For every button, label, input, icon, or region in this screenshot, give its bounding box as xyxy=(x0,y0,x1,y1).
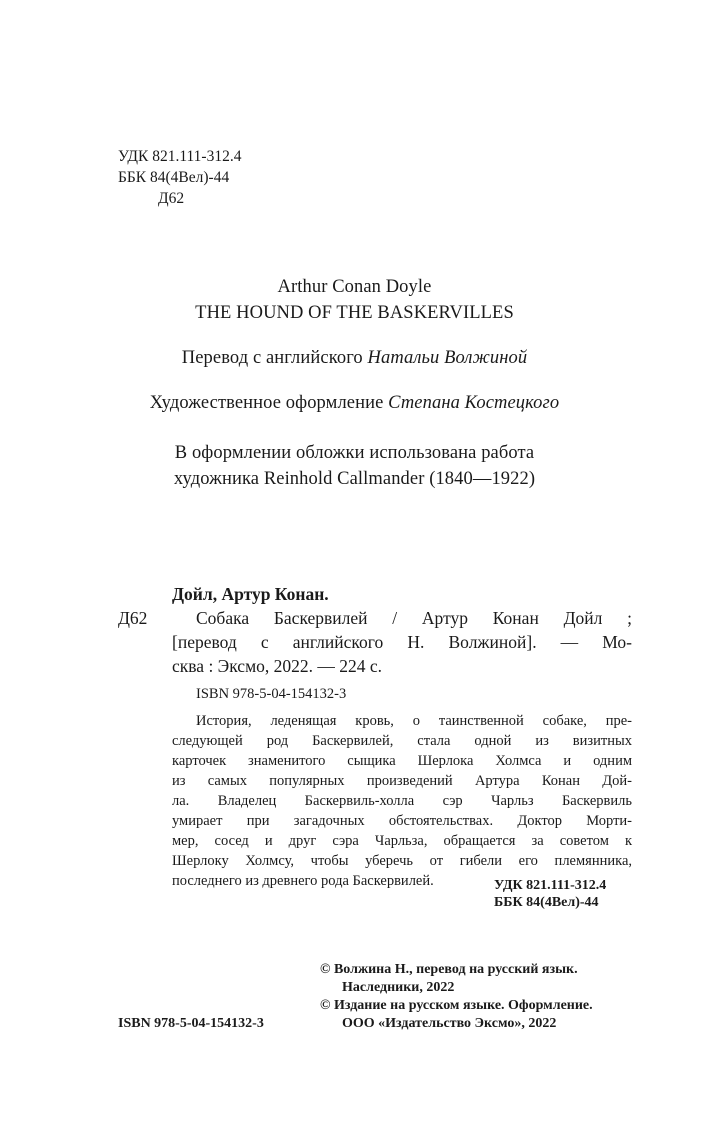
record-line2: [перевод с английского Н. Волжиной]. — Мо- xyxy=(172,632,632,652)
original-title: THE HOUND OF THE BASKERVILLES xyxy=(195,303,514,323)
annotation-line: ла. Владелец Баскервиль-холла сэр Чарльз Баскервиль xyxy=(172,793,632,809)
record-isbn: ISBN 978-5-04-154132-3 xyxy=(196,686,347,702)
record-mark: Д62 xyxy=(118,608,148,628)
translation-credit xyxy=(0,345,709,371)
author-mark: Д62 xyxy=(158,190,185,207)
annotation-line: умирает при загадочных обстоятельствах. Доктор Морти- xyxy=(172,813,632,829)
annotation-line: Шерлоку Холмсу, чтобы уберечь от гибели его племянника, xyxy=(172,853,632,869)
copyright-line3: © Издание на русском языке. Оформление. xyxy=(320,998,593,1013)
annotation-line: карточек знаменитого сыщика Шерлока Холмса и одним xyxy=(172,753,632,769)
annotation-line: из самых популярных произведений Артура Конан Дой- xyxy=(172,773,632,789)
copyright-line4: ООО «Издательство Эксмо», 2022 xyxy=(342,1016,557,1031)
original-author: Arthur Conan Doyle xyxy=(277,277,432,297)
bbk-code: ББК 84(4Вел)-44 xyxy=(118,169,230,186)
copyright-line2: Наследники, 2022 xyxy=(342,980,455,995)
annotation-bbk: ББК 84(4Вел)-44 xyxy=(494,895,599,910)
annotation-line: История, леденящая кровь, о таинственной собаке, пре- xyxy=(196,713,632,729)
designer-name: Степана Костецкого xyxy=(388,393,560,413)
design-prefix: Художественное оформление xyxy=(149,393,384,413)
translation-prefix: Перевод с английского xyxy=(181,348,363,368)
annotation-line: мер, сосед и друг сэра Чарльза, обращается за советом к xyxy=(172,833,632,849)
annotation-udk: УДК 821.111-312.4 xyxy=(494,878,607,893)
annotation xyxy=(172,711,632,891)
design-credit xyxy=(0,390,709,416)
record-line1: Собака Баскервилей / Артур Конан Дойл ; xyxy=(196,608,632,628)
translator-name: Натальи Волжиной xyxy=(367,348,528,368)
record-line3: сква : Эксмо, 2022. — 224 с. xyxy=(172,656,383,676)
cover-credit-line2: художника Reinhold Callmander (1840—1922) xyxy=(173,469,536,489)
annotation-line: последнего из древнего рода Баскервилей. xyxy=(172,873,434,889)
udk-code: УДК 821.111-312.4 xyxy=(118,148,242,165)
record-heading: Дойл, Артур Конан. xyxy=(172,584,329,604)
annotation-line: следующей род Баскервилей, стала одной из визитных xyxy=(172,733,632,749)
copyright-isbn: ISBN 978-5-04-154132-3 xyxy=(118,1016,264,1031)
cover-credit-line1: В оформлении обложки использована работа xyxy=(174,443,535,463)
copyright-line1: © Волжина Н., перевод на русский язык. xyxy=(320,962,578,977)
